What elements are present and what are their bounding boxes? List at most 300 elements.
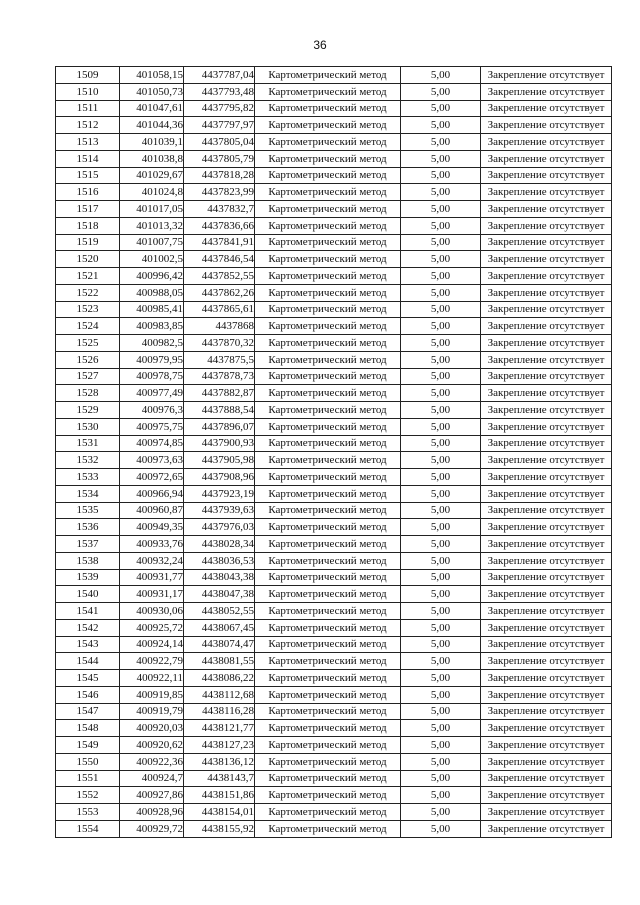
y-coordinate-cell: 4437865,61	[184, 301, 255, 318]
y-coordinate-cell: 4438043,38	[184, 569, 255, 586]
x-coordinate-cell: 400983,85	[120, 318, 184, 335]
accuracy-cell: 5,00	[401, 569, 481, 586]
fixing-description-cell: Закрепление отсутствует	[481, 83, 612, 100]
accuracy-cell: 5,00	[401, 552, 481, 569]
table-row	[56, 234, 612, 251]
x-coordinate-cell: 401002,5	[120, 251, 184, 268]
x-coordinate-cell: 400966,94	[120, 485, 184, 502]
table-row	[56, 586, 612, 603]
accuracy-cell: 5,00	[401, 268, 481, 285]
point-number-cell: 1524	[56, 318, 120, 335]
y-coordinate-cell: 4438127,23	[184, 737, 255, 754]
point-number-cell: 1516	[56, 184, 120, 201]
method-cell: Картометрический метод	[255, 820, 401, 837]
table-body	[56, 67, 612, 838]
y-coordinate-cell: 4438067,45	[184, 619, 255, 636]
fixing-description-cell: Закрепление отсутствует	[481, 787, 612, 804]
accuracy-cell: 5,00	[401, 603, 481, 620]
table-row	[56, 335, 612, 352]
method-cell: Картометрический метод	[255, 653, 401, 670]
method-cell: Картометрический метод	[255, 787, 401, 804]
accuracy-cell: 5,00	[401, 804, 481, 821]
fixing-description-cell: Закрепление отсутствует	[481, 804, 612, 821]
y-coordinate-cell: 4437870,32	[184, 335, 255, 352]
x-coordinate-cell: 400996,42	[120, 268, 184, 285]
accuracy-cell: 5,00	[401, 335, 481, 352]
fixing-description-cell: Закрепление отсутствует	[481, 251, 612, 268]
fixing-description-cell: Закрепление отсутствует	[481, 418, 612, 435]
point-number-cell: 1554	[56, 820, 120, 837]
accuracy-cell: 5,00	[401, 100, 481, 117]
x-coordinate-cell: 401007,75	[120, 234, 184, 251]
method-cell: Картометрический метод	[255, 201, 401, 218]
method-cell: Картометрический метод	[255, 117, 401, 134]
table-row	[56, 469, 612, 486]
fixing-description-cell: Закрепление отсутствует	[481, 335, 612, 352]
y-coordinate-cell: 4438047,38	[184, 586, 255, 603]
method-cell: Картометрический метод	[255, 318, 401, 335]
table-row	[56, 636, 612, 653]
x-coordinate-cell: 401039,1	[120, 134, 184, 151]
y-coordinate-cell: 4438151,86	[184, 787, 255, 804]
method-cell: Картометрический метод	[255, 351, 401, 368]
fixing-description-cell: Закрепление отсутствует	[481, 536, 612, 553]
method-cell: Картометрический метод	[255, 519, 401, 536]
method-cell: Картометрический метод	[255, 402, 401, 419]
accuracy-cell: 5,00	[401, 820, 481, 837]
method-cell: Картометрический метод	[255, 268, 401, 285]
method-cell: Картометрический метод	[255, 586, 401, 603]
x-coordinate-cell: 400975,75	[120, 418, 184, 435]
accuracy-cell: 5,00	[401, 251, 481, 268]
fixing-description-cell: Закрепление отсутствует	[481, 753, 612, 770]
table-row	[56, 150, 612, 167]
fixing-description-cell: Закрепление отсутствует	[481, 586, 612, 603]
x-coordinate-cell: 401044,36	[120, 117, 184, 134]
point-number-cell: 1535	[56, 502, 120, 519]
y-coordinate-cell: 4437797,97	[184, 117, 255, 134]
table-row	[56, 653, 612, 670]
table-row	[56, 435, 612, 452]
point-number-cell: 1536	[56, 519, 120, 536]
x-coordinate-cell: 400924,14	[120, 636, 184, 653]
y-coordinate-cell: 4438074,47	[184, 636, 255, 653]
table-row	[56, 251, 612, 268]
y-coordinate-cell: 4437900,93	[184, 435, 255, 452]
point-number-cell: 1551	[56, 770, 120, 787]
x-coordinate-cell: 400979,95	[120, 351, 184, 368]
accuracy-cell: 5,00	[401, 385, 481, 402]
method-cell: Картометрический метод	[255, 720, 401, 737]
method-cell: Картометрический метод	[255, 804, 401, 821]
x-coordinate-cell: 401017,05	[120, 201, 184, 218]
x-coordinate-cell: 400931,77	[120, 569, 184, 586]
y-coordinate-cell: 4438036,53	[184, 552, 255, 569]
x-coordinate-cell: 400924,7	[120, 770, 184, 787]
table-row	[56, 83, 612, 100]
table-row	[56, 201, 612, 218]
table-row	[56, 318, 612, 335]
y-coordinate-cell: 4438052,55	[184, 603, 255, 620]
y-coordinate-cell: 4437832,7	[184, 201, 255, 218]
table-row	[56, 720, 612, 737]
table-row	[56, 268, 612, 285]
method-cell: Картометрический метод	[255, 603, 401, 620]
accuracy-cell: 5,00	[401, 686, 481, 703]
accuracy-cell: 5,00	[401, 351, 481, 368]
x-coordinate-cell: 400972,65	[120, 469, 184, 486]
point-number-cell: 1518	[56, 217, 120, 234]
point-number-cell: 1547	[56, 703, 120, 720]
x-coordinate-cell: 400960,87	[120, 502, 184, 519]
fixing-description-cell: Закрепление отсутствует	[481, 569, 612, 586]
fixing-description-cell: Закрепление отсутствует	[481, 67, 612, 84]
fixing-description-cell: Закрепление отсутствует	[481, 670, 612, 687]
x-coordinate-cell: 401038,8	[120, 150, 184, 167]
fixing-description-cell: Закрепление отсутствует	[481, 368, 612, 385]
x-coordinate-cell: 400929,72	[120, 820, 184, 837]
accuracy-cell: 5,00	[401, 150, 481, 167]
fixing-description-cell: Закрепление отсутствует	[481, 820, 612, 837]
accuracy-cell: 5,00	[401, 519, 481, 536]
table-row	[56, 502, 612, 519]
x-coordinate-cell: 401029,67	[120, 167, 184, 184]
accuracy-cell: 5,00	[401, 217, 481, 234]
fixing-description-cell: Закрепление отсутствует	[481, 234, 612, 251]
x-coordinate-cell: 400920,62	[120, 737, 184, 754]
x-coordinate-cell: 400922,36	[120, 753, 184, 770]
method-cell: Картометрический метод	[255, 418, 401, 435]
method-cell: Картометрический метод	[255, 368, 401, 385]
method-cell: Картометрический метод	[255, 469, 401, 486]
y-coordinate-cell: 4437862,26	[184, 284, 255, 301]
y-coordinate-cell: 4438112,68	[184, 686, 255, 703]
table-row	[56, 686, 612, 703]
coordinates-table	[55, 66, 612, 838]
fixing-description-cell: Закрепление отсутствует	[481, 351, 612, 368]
y-coordinate-cell: 4438136,12	[184, 753, 255, 770]
accuracy-cell: 5,00	[401, 83, 481, 100]
point-number-cell: 1542	[56, 619, 120, 636]
x-coordinate-cell: 401013,32	[120, 217, 184, 234]
table-row	[56, 703, 612, 720]
accuracy-cell: 5,00	[401, 452, 481, 469]
y-coordinate-cell: 4437882,87	[184, 385, 255, 402]
fixing-description-cell: Закрепление отсутствует	[481, 686, 612, 703]
method-cell: Картометрический метод	[255, 134, 401, 151]
point-number-cell: 1534	[56, 485, 120, 502]
point-number-cell: 1532	[56, 452, 120, 469]
method-cell: Картометрический метод	[255, 485, 401, 502]
point-number-cell: 1515	[56, 167, 120, 184]
x-coordinate-cell: 400949,35	[120, 519, 184, 536]
method-cell: Картометрический метод	[255, 552, 401, 569]
point-number-cell: 1525	[56, 335, 120, 352]
y-coordinate-cell: 4437905,98	[184, 452, 255, 469]
x-coordinate-cell: 400978,75	[120, 368, 184, 385]
fixing-description-cell: Закрепление отсутствует	[481, 636, 612, 653]
fixing-description-cell: Закрепление отсутствует	[481, 519, 612, 536]
accuracy-cell: 5,00	[401, 703, 481, 720]
fixing-description-cell: Закрепление отсутствует	[481, 217, 612, 234]
accuracy-cell: 5,00	[401, 318, 481, 335]
x-coordinate-cell: 401024,8	[120, 184, 184, 201]
method-cell: Картометрический метод	[255, 167, 401, 184]
table-row	[56, 569, 612, 586]
page-number: 36	[313, 38, 327, 52]
point-number-cell: 1533	[56, 469, 120, 486]
x-coordinate-cell: 400919,85	[120, 686, 184, 703]
point-number-cell: 1543	[56, 636, 120, 653]
accuracy-cell: 5,00	[401, 737, 481, 754]
table-row	[56, 552, 612, 569]
accuracy-cell: 5,00	[401, 134, 481, 151]
y-coordinate-cell: 4438086,22	[184, 670, 255, 687]
y-coordinate-cell: 4437896,07	[184, 418, 255, 435]
method-cell: Картометрический метод	[255, 536, 401, 553]
table-row	[56, 100, 612, 117]
x-coordinate-cell: 400985,41	[120, 301, 184, 318]
table-row	[56, 368, 612, 385]
point-number-cell: 1528	[56, 385, 120, 402]
accuracy-cell: 5,00	[401, 502, 481, 519]
accuracy-cell: 5,00	[401, 368, 481, 385]
x-coordinate-cell: 400920,03	[120, 720, 184, 737]
table-row	[56, 770, 612, 787]
x-coordinate-cell: 400922,79	[120, 653, 184, 670]
method-cell: Картометрический метод	[255, 385, 401, 402]
table-row	[56, 737, 612, 754]
y-coordinate-cell: 4438143,7	[184, 770, 255, 787]
point-number-cell: 1512	[56, 117, 120, 134]
y-coordinate-cell: 4437823,99	[184, 184, 255, 201]
point-number-cell: 1544	[56, 653, 120, 670]
accuracy-cell: 5,00	[401, 770, 481, 787]
fixing-description-cell: Закрепление отсутствует	[481, 619, 612, 636]
point-number-cell: 1511	[56, 100, 120, 117]
accuracy-cell: 5,00	[401, 435, 481, 452]
y-coordinate-cell: 4438155,92	[184, 820, 255, 837]
method-cell: Картометрический метод	[255, 251, 401, 268]
table-row	[56, 603, 612, 620]
point-number-cell: 1527	[56, 368, 120, 385]
fixing-description-cell: Закрепление отсутствует	[481, 452, 612, 469]
accuracy-cell: 5,00	[401, 167, 481, 184]
fixing-description-cell: Закрепление отсутствует	[481, 737, 612, 754]
method-cell: Картометрический метод	[255, 301, 401, 318]
point-number-cell: 1537	[56, 536, 120, 553]
x-coordinate-cell: 401047,61	[120, 100, 184, 117]
point-number-cell: 1526	[56, 351, 120, 368]
accuracy-cell: 5,00	[401, 619, 481, 636]
y-coordinate-cell: 4438081,55	[184, 653, 255, 670]
method-cell: Картометрический метод	[255, 670, 401, 687]
method-cell: Картометрический метод	[255, 686, 401, 703]
y-coordinate-cell: 4437795,82	[184, 100, 255, 117]
point-number-cell: 1521	[56, 268, 120, 285]
method-cell: Картометрический метод	[255, 753, 401, 770]
accuracy-cell: 5,00	[401, 184, 481, 201]
accuracy-cell: 5,00	[401, 67, 481, 84]
fixing-description-cell: Закрепление отсутствует	[481, 201, 612, 218]
table-row	[56, 217, 612, 234]
fixing-description-cell: Закрепление отсутствует	[481, 703, 612, 720]
table-row	[56, 117, 612, 134]
point-number-cell: 1538	[56, 552, 120, 569]
fixing-description-cell: Закрепление отсутствует	[481, 552, 612, 569]
y-coordinate-cell: 4438154,01	[184, 804, 255, 821]
y-coordinate-cell: 4437875,5	[184, 351, 255, 368]
method-cell: Картометрический метод	[255, 502, 401, 519]
accuracy-cell: 5,00	[401, 117, 481, 134]
x-coordinate-cell: 400988,05	[120, 284, 184, 301]
table-row	[56, 753, 612, 770]
method-cell: Картометрический метод	[255, 435, 401, 452]
y-coordinate-cell: 4438121,77	[184, 720, 255, 737]
point-number-cell: 1522	[56, 284, 120, 301]
fixing-description-cell: Закрепление отсутствует	[481, 150, 612, 167]
x-coordinate-cell: 400927,86	[120, 787, 184, 804]
table-row	[56, 301, 612, 318]
method-cell: Картометрический метод	[255, 452, 401, 469]
x-coordinate-cell: 400982,5	[120, 335, 184, 352]
table-row	[56, 452, 612, 469]
fixing-description-cell: Закрепление отсутствует	[481, 117, 612, 134]
y-coordinate-cell: 4437908,96	[184, 469, 255, 486]
y-coordinate-cell: 4437923,19	[184, 485, 255, 502]
x-coordinate-cell: 400976,3	[120, 402, 184, 419]
table-row	[56, 284, 612, 301]
fixing-description-cell: Закрепление отсутствует	[481, 167, 612, 184]
point-number-cell: 1553	[56, 804, 120, 821]
accuracy-cell: 5,00	[401, 284, 481, 301]
y-coordinate-cell: 4437976,03	[184, 519, 255, 536]
point-number-cell: 1539	[56, 569, 120, 586]
accuracy-cell: 5,00	[401, 234, 481, 251]
x-coordinate-cell: 400933,76	[120, 536, 184, 553]
method-cell: Картометрический метод	[255, 184, 401, 201]
y-coordinate-cell: 4437818,28	[184, 167, 255, 184]
table-row	[56, 787, 612, 804]
point-number-cell: 1531	[56, 435, 120, 452]
accuracy-cell: 5,00	[401, 485, 481, 502]
table-row	[56, 67, 612, 84]
method-cell: Картометрический метод	[255, 737, 401, 754]
point-number-cell: 1550	[56, 753, 120, 770]
fixing-description-cell: Закрепление отсутствует	[481, 100, 612, 117]
x-coordinate-cell: 400932,24	[120, 552, 184, 569]
method-cell: Картометрический метод	[255, 284, 401, 301]
fixing-description-cell: Закрепление отсутствует	[481, 318, 612, 335]
method-cell: Картометрический метод	[255, 703, 401, 720]
y-coordinate-cell: 4437888,54	[184, 402, 255, 419]
accuracy-cell: 5,00	[401, 787, 481, 804]
fixing-description-cell: Закрепление отсутствует	[481, 502, 612, 519]
fixing-description-cell: Закрепление отсутствует	[481, 770, 612, 787]
point-number-cell: 1520	[56, 251, 120, 268]
fixing-description-cell: Закрепление отсутствует	[481, 301, 612, 318]
point-number-cell: 1529	[56, 402, 120, 419]
table-row	[56, 385, 612, 402]
fixing-description-cell: Закрепление отсутствует	[481, 284, 612, 301]
accuracy-cell: 5,00	[401, 301, 481, 318]
table-row	[56, 670, 612, 687]
fixing-description-cell: Закрепление отсутствует	[481, 268, 612, 285]
point-number-cell: 1541	[56, 603, 120, 620]
method-cell: Картометрический метод	[255, 234, 401, 251]
x-coordinate-cell: 400922,11	[120, 670, 184, 687]
point-number-cell: 1509	[56, 67, 120, 84]
y-coordinate-cell: 4437841,91	[184, 234, 255, 251]
y-coordinate-cell: 4437805,79	[184, 150, 255, 167]
point-number-cell: 1510	[56, 83, 120, 100]
fixing-description-cell: Закрепление отсутствует	[481, 134, 612, 151]
fixing-description-cell: Закрепление отсутствует	[481, 402, 612, 419]
table-row	[56, 804, 612, 821]
method-cell: Картометрический метод	[255, 770, 401, 787]
y-coordinate-cell: 4438116,28	[184, 703, 255, 720]
point-number-cell: 1546	[56, 686, 120, 703]
table-row	[56, 536, 612, 553]
x-coordinate-cell: 401050,73	[120, 83, 184, 100]
point-number-cell: 1552	[56, 787, 120, 804]
point-number-cell: 1540	[56, 586, 120, 603]
accuracy-cell: 5,00	[401, 636, 481, 653]
y-coordinate-cell: 4437878,73	[184, 368, 255, 385]
method-cell: Картометрический метод	[255, 100, 401, 117]
x-coordinate-cell: 400930,06	[120, 603, 184, 620]
point-number-cell: 1530	[56, 418, 120, 435]
x-coordinate-cell: 400925,72	[120, 619, 184, 636]
fixing-description-cell: Закрепление отсутствует	[481, 603, 612, 620]
accuracy-cell: 5,00	[401, 670, 481, 687]
y-coordinate-cell: 4437793,48	[184, 83, 255, 100]
table-row	[56, 619, 612, 636]
point-number-cell: 1513	[56, 134, 120, 151]
method-cell: Картометрический метод	[255, 150, 401, 167]
y-coordinate-cell: 4437787,04	[184, 67, 255, 84]
table-row	[56, 134, 612, 151]
point-number-cell: 1549	[56, 737, 120, 754]
table-row	[56, 418, 612, 435]
method-cell: Картометрический метод	[255, 619, 401, 636]
point-number-cell: 1523	[56, 301, 120, 318]
y-coordinate-cell: 4437846,54	[184, 251, 255, 268]
x-coordinate-cell: 400919,79	[120, 703, 184, 720]
fixing-description-cell: Закрепление отсутствует	[481, 435, 612, 452]
method-cell: Картометрический метод	[255, 217, 401, 234]
method-cell: Картометрический метод	[255, 83, 401, 100]
x-coordinate-cell: 401058,15	[120, 67, 184, 84]
accuracy-cell: 5,00	[401, 418, 481, 435]
y-coordinate-cell: 4437939,63	[184, 502, 255, 519]
point-number-cell: 1514	[56, 150, 120, 167]
point-number-cell: 1517	[56, 201, 120, 218]
table-row	[56, 485, 612, 502]
accuracy-cell: 5,00	[401, 201, 481, 218]
fixing-description-cell: Закрепление отсутствует	[481, 653, 612, 670]
point-number-cell: 1545	[56, 670, 120, 687]
y-coordinate-cell: 4437805,04	[184, 134, 255, 151]
table-row	[56, 519, 612, 536]
method-cell: Картометрический метод	[255, 636, 401, 653]
method-cell: Картометрический метод	[255, 67, 401, 84]
table-row	[56, 167, 612, 184]
x-coordinate-cell: 400977,49	[120, 385, 184, 402]
fixing-description-cell: Закрепление отсутствует	[481, 720, 612, 737]
table-row	[56, 820, 612, 837]
y-coordinate-cell: 4437868	[184, 318, 255, 335]
